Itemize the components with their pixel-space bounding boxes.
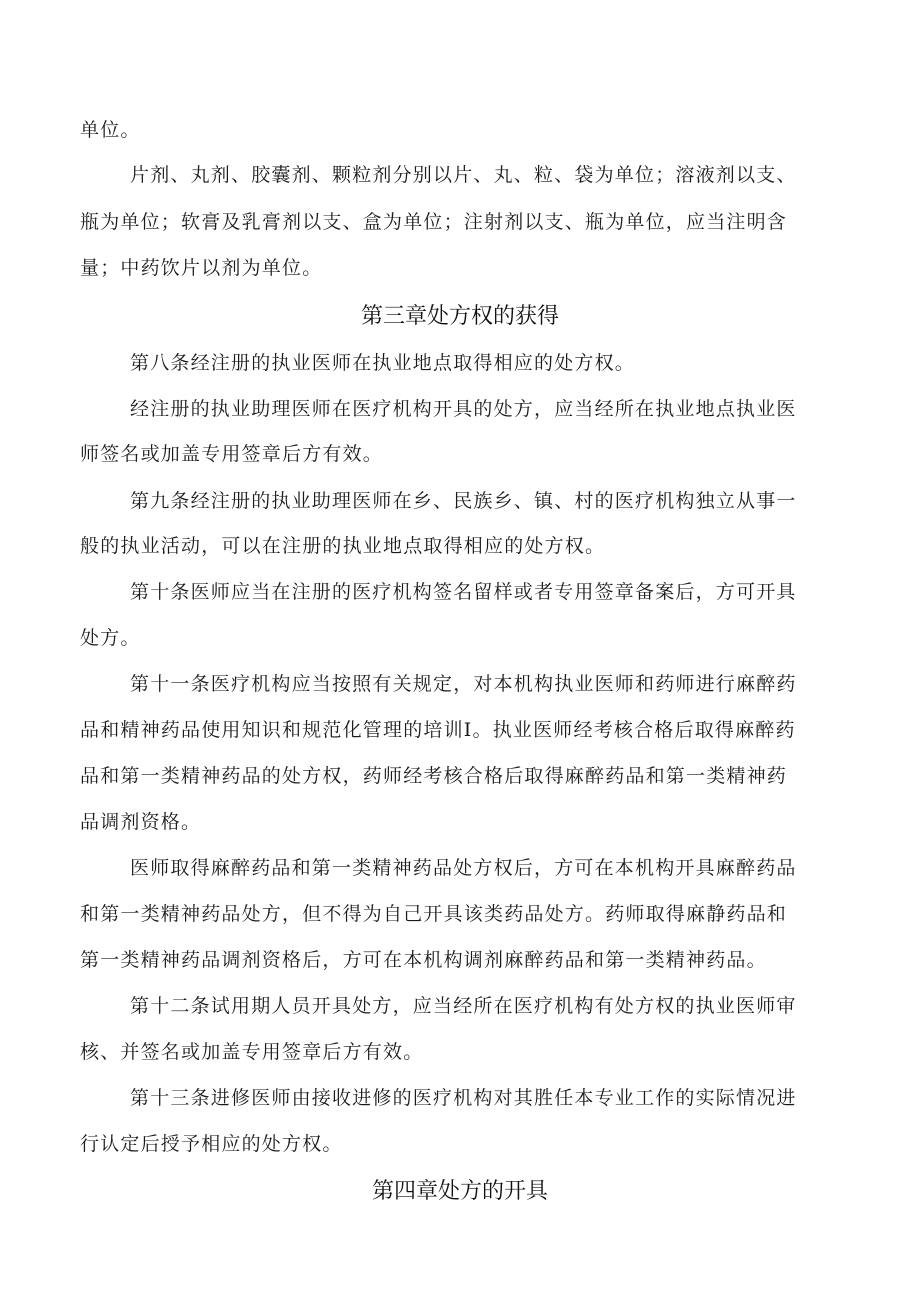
text-line: 片剂、丸剂、胶囊剂、颗粒剂分别以片、丸、粒、袋为单位；溶液剂以支、 xyxy=(130,164,797,186)
chapter-heading: 第三章处方权的获得 xyxy=(360,304,559,329)
text-line: 第十三条进修医师由接收进修的医疗机构对其胜任本专业工作的实际情况进 xyxy=(130,1087,797,1109)
text-line: 第八条经注册的执业医师在执业地点取得相应的处方权。 xyxy=(130,352,636,374)
text-line: 第十条医师应当在注册的医疗机构签名留样或者专用签章备案后，方可开具 xyxy=(130,581,797,603)
text-line: 第十二条试用期人员开具处方，应当经所在医疗机构有处方权的执业医师审 xyxy=(130,995,797,1017)
text-line: 品调剂资格。 xyxy=(80,811,202,833)
text-line: 行认定后授予相应的处方权。 xyxy=(80,1133,343,1155)
text-line: 处方。 xyxy=(80,627,141,649)
text-line: 品和第一类精神药品的处方权，药师经考核合格后取得麻醉药品和第一类精神药 xyxy=(80,765,788,787)
text-line: 单位。 xyxy=(80,119,141,141)
text-line: 第十一条医疗机构应当按照有关规定，对本机构执业医师和药师进行麻醉药 xyxy=(130,673,797,695)
text-line: 和第一类精神药品处方，但不得为自己开具该类药品处方。药师取得麻静药品和 xyxy=(80,903,788,925)
text-line: 医师取得麻醉药品和第一类精神药品处方权后，方可在本机构开具麻醉药品 xyxy=(130,857,797,879)
text-line: 瓶为单位；软膏及乳膏剂以支、盒为单位；注射剂以支、瓶为单位，应当注明含 xyxy=(80,211,788,233)
text-line: 第九条经注册的执业助理医师在乡、民族乡、镇、村的医疗机构独立从事一 xyxy=(130,490,797,512)
text-line: 师签名或加盖专用签章后方有效。 xyxy=(80,443,384,465)
text-line: 经注册的执业助理医师在医疗机构开具的处方，应当经所在执业地点执业医 xyxy=(130,398,797,420)
text-line: 量；中药饮片以剂为单位。 xyxy=(80,257,323,279)
text-line: 般的执业活动，可以在注册的执业地点取得相应的处方权。 xyxy=(80,535,606,557)
chapter-heading: 第四章处方的开具 xyxy=(371,1179,548,1204)
text-line: 核、并签名或加盖专用签章后方有效。 xyxy=(80,1041,424,1063)
text-line: 品和精神药品使用知识和规范化管理的培训I。执业医师经考核合格后取得麻醉药 xyxy=(80,719,796,741)
text-line: 第一类精神药品调剂资格后，方可在本机构调剂麻醉药品和第一类精神药品。 xyxy=(80,949,767,971)
